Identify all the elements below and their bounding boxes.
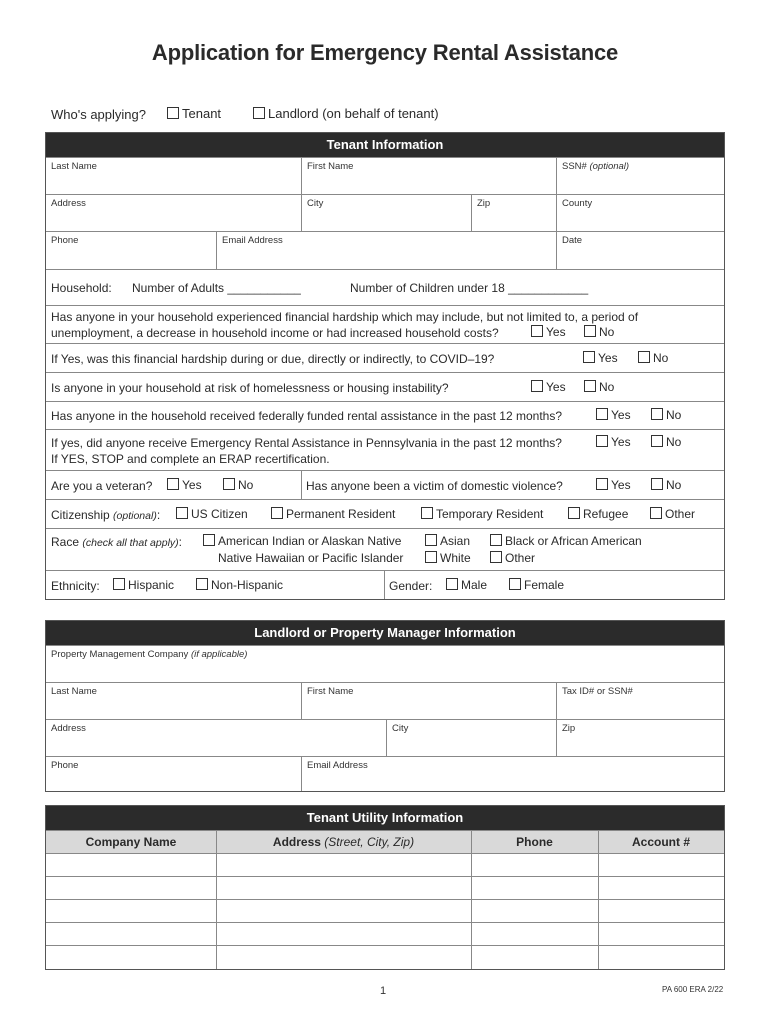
company-field[interactable]: Property Management Company (if applicable) — [51, 649, 248, 660]
checkbox[interactable] — [253, 107, 265, 119]
name-row — [46, 157, 724, 194]
federal-no[interactable]: No — [651, 408, 681, 422]
applying-tenant-option[interactable]: Tenant — [167, 106, 221, 121]
landlord-zip-field[interactable]: Zip — [556, 720, 724, 756]
utility-account-cell[interactable] — [598, 900, 724, 922]
utility-row — [46, 899, 724, 922]
landlord-city-field[interactable]: City — [386, 720, 556, 756]
citizenship-label: Citizenship (optional): — [51, 508, 161, 522]
veteran-row — [46, 470, 724, 499]
covid-row — [46, 343, 724, 372]
race-black[interactable]: Black or African American — [490, 534, 642, 548]
adults-field[interactable]: Number of Adults ___________ — [132, 281, 301, 295]
hardship-row — [46, 305, 724, 343]
federal-yes[interactable]: Yes — [596, 408, 631, 422]
landlord-info-header: Landlord or Property Manager Information — [46, 621, 724, 645]
erap-no[interactable]: No — [651, 435, 681, 449]
household-row — [46, 269, 724, 305]
landlord-address-field[interactable]: Address — [51, 723, 86, 734]
tenant-email-field[interactable]: Email Address — [216, 232, 556, 269]
race-asian[interactable]: Asian — [425, 534, 470, 548]
tenant-info-section — [45, 132, 725, 600]
gender-label: Gender: — [389, 579, 433, 593]
homeless-yes[interactable]: Yes — [531, 380, 566, 394]
utility-phone-cell[interactable] — [471, 877, 598, 899]
col-account-label: Account # — [631, 835, 690, 849]
household-label: Household: — [51, 281, 112, 295]
ethnicity-row — [46, 570, 724, 599]
erap-question: If yes, did anyone receive Emergency Rental Assistance in Pennsylvania in the past 12 months? — [51, 436, 562, 450]
applying-landlord-option[interactable]: Landlord (on behalf of tenant) — [253, 106, 439, 121]
veteran-yes[interactable]: Yes — [167, 478, 202, 492]
landlord-first-name-field[interactable]: First Name — [301, 683, 556, 719]
hardship-no[interactable]: No — [584, 325, 614, 339]
erap-row — [46, 429, 724, 470]
tenant-last-name-field[interactable]: Last Name — [51, 161, 97, 172]
covid-question: If Yes, was this financial hardship during or due, directly or indirectly, to COVID–19? — [51, 352, 495, 366]
col-phone-label: Phone — [516, 835, 553, 849]
landlord-email-field[interactable]: Email Address — [301, 757, 724, 791]
federal-question: Has anyone in the household received federally funded rental assistance in the past 12 months? — [51, 409, 562, 423]
form-id: PA 600 ERA 2/22 — [662, 985, 724, 994]
landlord-phone-field[interactable]: Phone — [51, 760, 79, 771]
utility-address-cell[interactable] — [216, 946, 471, 969]
landlord-name-row — [46, 682, 724, 719]
tenant-first-name-field[interactable]: First Name — [301, 158, 556, 194]
utility-row — [46, 945, 724, 969]
tenant-county-field[interactable]: County — [556, 195, 724, 231]
col-address-label: Address (Street, City, Zip) — [272, 835, 415, 849]
veteran-no[interactable]: No — [223, 478, 253, 492]
address-row — [46, 194, 724, 231]
landlord-address-row — [46, 719, 724, 756]
landlord-tax-id-field[interactable]: Tax ID# or SSN# — [556, 683, 724, 719]
utility-phone-cell[interactable] — [471, 923, 598, 945]
homeless-question: Is anyone in your household at risk of homelessness or housing instability? — [51, 381, 449, 395]
utility-row — [46, 853, 724, 876]
race-label: Race (check all that apply): — [51, 535, 182, 549]
federal-row — [46, 401, 724, 429]
page-title: Application for Emergency Rental Assistance — [151, 40, 619, 65]
checkbox[interactable] — [167, 107, 179, 119]
eth-hispanic[interactable]: Hispanic — [113, 578, 174, 592]
tenant-city-field[interactable]: City — [301, 195, 471, 231]
utility-company-cell[interactable] — [46, 877, 216, 899]
erap-yes[interactable]: Yes — [596, 435, 631, 449]
landlord-info-section — [45, 620, 725, 792]
cit-other[interactable]: Other — [650, 507, 695, 521]
gender-male[interactable]: Male — [446, 578, 487, 592]
homeless-row — [46, 372, 724, 401]
utility-address-cell[interactable] — [216, 854, 471, 876]
utility-company-cell[interactable] — [46, 923, 216, 945]
utility-address-cell[interactable] — [216, 923, 471, 945]
company-row — [46, 645, 724, 682]
tenant-date-field[interactable]: Date — [556, 232, 724, 269]
race-row — [46, 528, 724, 570]
col-company-label: Company Name — [85, 835, 177, 849]
landlord-last-name-field[interactable]: Last Name — [51, 686, 97, 697]
utility-address-cell[interactable] — [216, 900, 471, 922]
race-native-hawaiian[interactable]: Native Hawaiian or Pacific Islander — [218, 551, 404, 565]
tenant-address-field[interactable]: Address — [51, 198, 86, 209]
domestic-question: Has anyone been a victim of domestic violence? — [306, 479, 563, 493]
race-american-indian[interactable]: American Indian or Alaskan Native — [203, 534, 401, 548]
utility-account-cell[interactable] — [598, 877, 724, 899]
utility-company-cell[interactable] — [46, 946, 216, 969]
utility-row — [46, 922, 724, 945]
citizenship-row — [46, 499, 724, 528]
utility-address-cell[interactable] — [216, 877, 471, 899]
veteran-question: Are you a veteran? — [51, 479, 153, 493]
cit-us-citizen[interactable]: US Citizen — [176, 507, 248, 521]
domestic-yes[interactable]: Yes — [596, 478, 631, 492]
covid-no[interactable]: No — [638, 351, 668, 365]
domestic-no[interactable]: No — [651, 478, 681, 492]
utility-company-cell[interactable] — [46, 854, 216, 876]
contact-row — [46, 231, 724, 269]
utility-phone-cell[interactable] — [471, 854, 598, 876]
utility-account-cell[interactable] — [598, 923, 724, 945]
landlord-contact-row — [46, 756, 724, 791]
utility-account-cell[interactable] — [598, 946, 724, 969]
hardship-question-line1: Has anyone in your household experienced financial hardship which may include, but not limited to, a period of — [51, 310, 639, 324]
tenant-info-header: Tenant Information — [46, 133, 724, 157]
cit-permanent-resident[interactable]: Permanent Resident — [271, 507, 395, 521]
utility-company-cell[interactable] — [46, 900, 216, 922]
race-other[interactable]: Other — [490, 551, 535, 565]
children-field[interactable]: Number of Children under 18 ____________ — [350, 281, 589, 295]
utility-info-section — [45, 805, 725, 970]
race-white[interactable]: White — [425, 551, 471, 565]
cit-temporary-resident[interactable]: Temporary Resident — [421, 507, 543, 521]
homeless-no[interactable]: No — [584, 380, 614, 394]
utility-phone-cell[interactable] — [471, 900, 598, 922]
hardship-question-line2: unemployment, a decrease in household income or had increased household costs? — [51, 326, 499, 340]
eth-non-hispanic[interactable]: Non-Hispanic — [196, 578, 283, 592]
erap-instruction: If YES, STOP and complete an ERAP recertification. — [51, 452, 330, 466]
hardship-yes[interactable]: Yes — [531, 325, 566, 339]
covid-yes[interactable]: Yes — [583, 351, 618, 365]
utility-account-cell[interactable] — [598, 854, 724, 876]
utility-row — [46, 876, 724, 899]
page-number: 1 — [380, 985, 387, 997]
tenant-phone-field[interactable]: Phone — [51, 235, 79, 246]
ethnicity-label: Ethnicity: — [51, 579, 100, 593]
applying-question: Who's applying? — [51, 107, 146, 122]
cit-refugee[interactable]: Refugee — [568, 507, 628, 521]
utility-phone-cell[interactable] — [471, 946, 598, 969]
tenant-zip-field[interactable]: Zip — [471, 195, 556, 231]
tenant-ssn-field[interactable]: SSN# (optional) — [556, 158, 724, 194]
utility-column-headers — [46, 830, 724, 853]
gender-female[interactable]: Female — [509, 578, 564, 592]
utility-info-header: Tenant Utility Information — [46, 806, 724, 830]
